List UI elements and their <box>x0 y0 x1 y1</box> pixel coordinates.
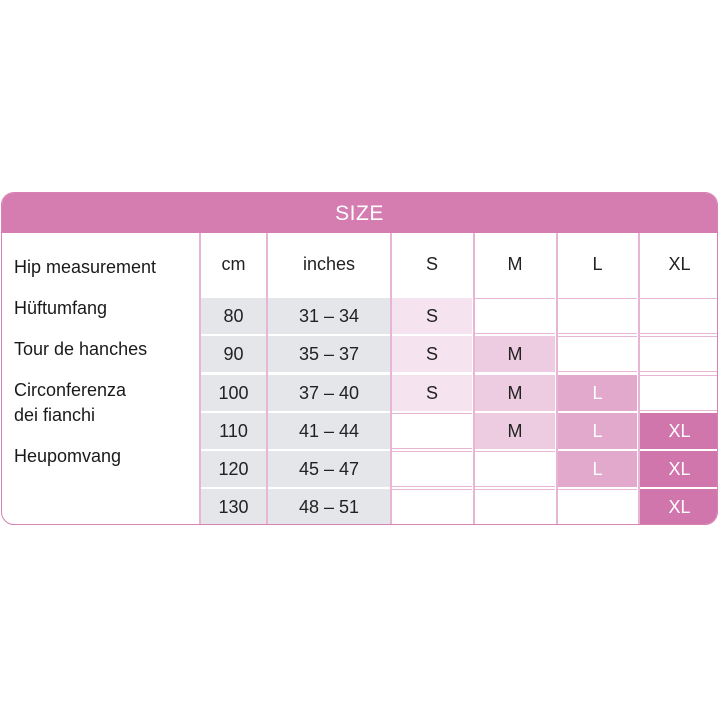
header-inches: inches <box>302 254 356 274</box>
header-cm: cm <box>221 254 246 274</box>
cell-cm-row-1: 80 <box>201 298 266 334</box>
header-s: S <box>425 254 438 274</box>
cell-m-row-1 <box>475 298 555 334</box>
cell-xl-row-4: XL <box>640 413 718 449</box>
measurement-labels <box>2 233 200 524</box>
cell-cm-row-2: 90 <box>201 336 266 372</box>
cell-l-row-1 <box>558 298 637 334</box>
cell-l-row-5: L <box>558 451 637 487</box>
cell-l-row-2 <box>558 336 637 372</box>
size-chart <box>1 192 718 525</box>
label-huftumfang: Hüftumfang <box>14 298 108 318</box>
cell-m-row-5 <box>475 451 555 487</box>
header-xl: XL <box>668 254 691 274</box>
cell-s-row-3: S <box>392 375 472 411</box>
label-circonferenza: Circonferenza <box>14 380 127 400</box>
cell-l-row-6 <box>558 489 637 525</box>
cell-xl-row-3 <box>640 375 718 411</box>
cell-cm-row-5: 120 <box>201 451 266 487</box>
size-title: SIZE <box>2 193 717 233</box>
cell-inches-row-1: 31 – 34 <box>268 298 390 334</box>
label-dei-fianchi: dei fianchi <box>14 405 96 425</box>
cell-xl-row-5: XL <box>640 451 718 487</box>
cell-inches-row-6: 48 – 51 <box>268 489 390 525</box>
label-heupomvang: Heupomvang <box>14 446 122 466</box>
cell-inches-row-4: 41 – 44 <box>268 413 390 449</box>
cell-s-row-4 <box>392 413 472 449</box>
cell-cm-row-3: 100 <box>201 375 266 411</box>
cell-s-row-1: S <box>392 298 472 334</box>
cell-cm-row-6: 130 <box>201 489 266 525</box>
cell-m-row-6 <box>475 489 555 525</box>
cell-xl-row-1 <box>640 298 718 334</box>
cell-inches-row-5: 45 – 47 <box>268 451 390 487</box>
label-hip-measurement: Hip measurement <box>14 257 157 277</box>
cell-xl-row-2 <box>640 336 718 372</box>
cell-s-row-6 <box>392 489 472 525</box>
cell-m-row-4: M <box>475 413 555 449</box>
cell-l-row-3: L <box>558 375 637 411</box>
cell-cm-row-4: 110 <box>201 413 266 449</box>
cell-s-row-2: S <box>392 336 472 372</box>
cell-inches-row-3: 37 – 40 <box>268 375 390 411</box>
header-m: M <box>507 254 523 274</box>
label-tour-de-hanches: Tour de hanches <box>14 339 148 359</box>
cell-s-row-5 <box>392 451 472 487</box>
cell-xl-row-6: XL <box>640 489 718 525</box>
cell-l-row-4: L <box>558 413 637 449</box>
cell-m-row-3: M <box>475 375 555 411</box>
header-l: L <box>592 254 603 274</box>
cell-inches-row-2: 35 – 37 <box>268 336 390 372</box>
cell-m-row-2: M <box>475 336 555 372</box>
